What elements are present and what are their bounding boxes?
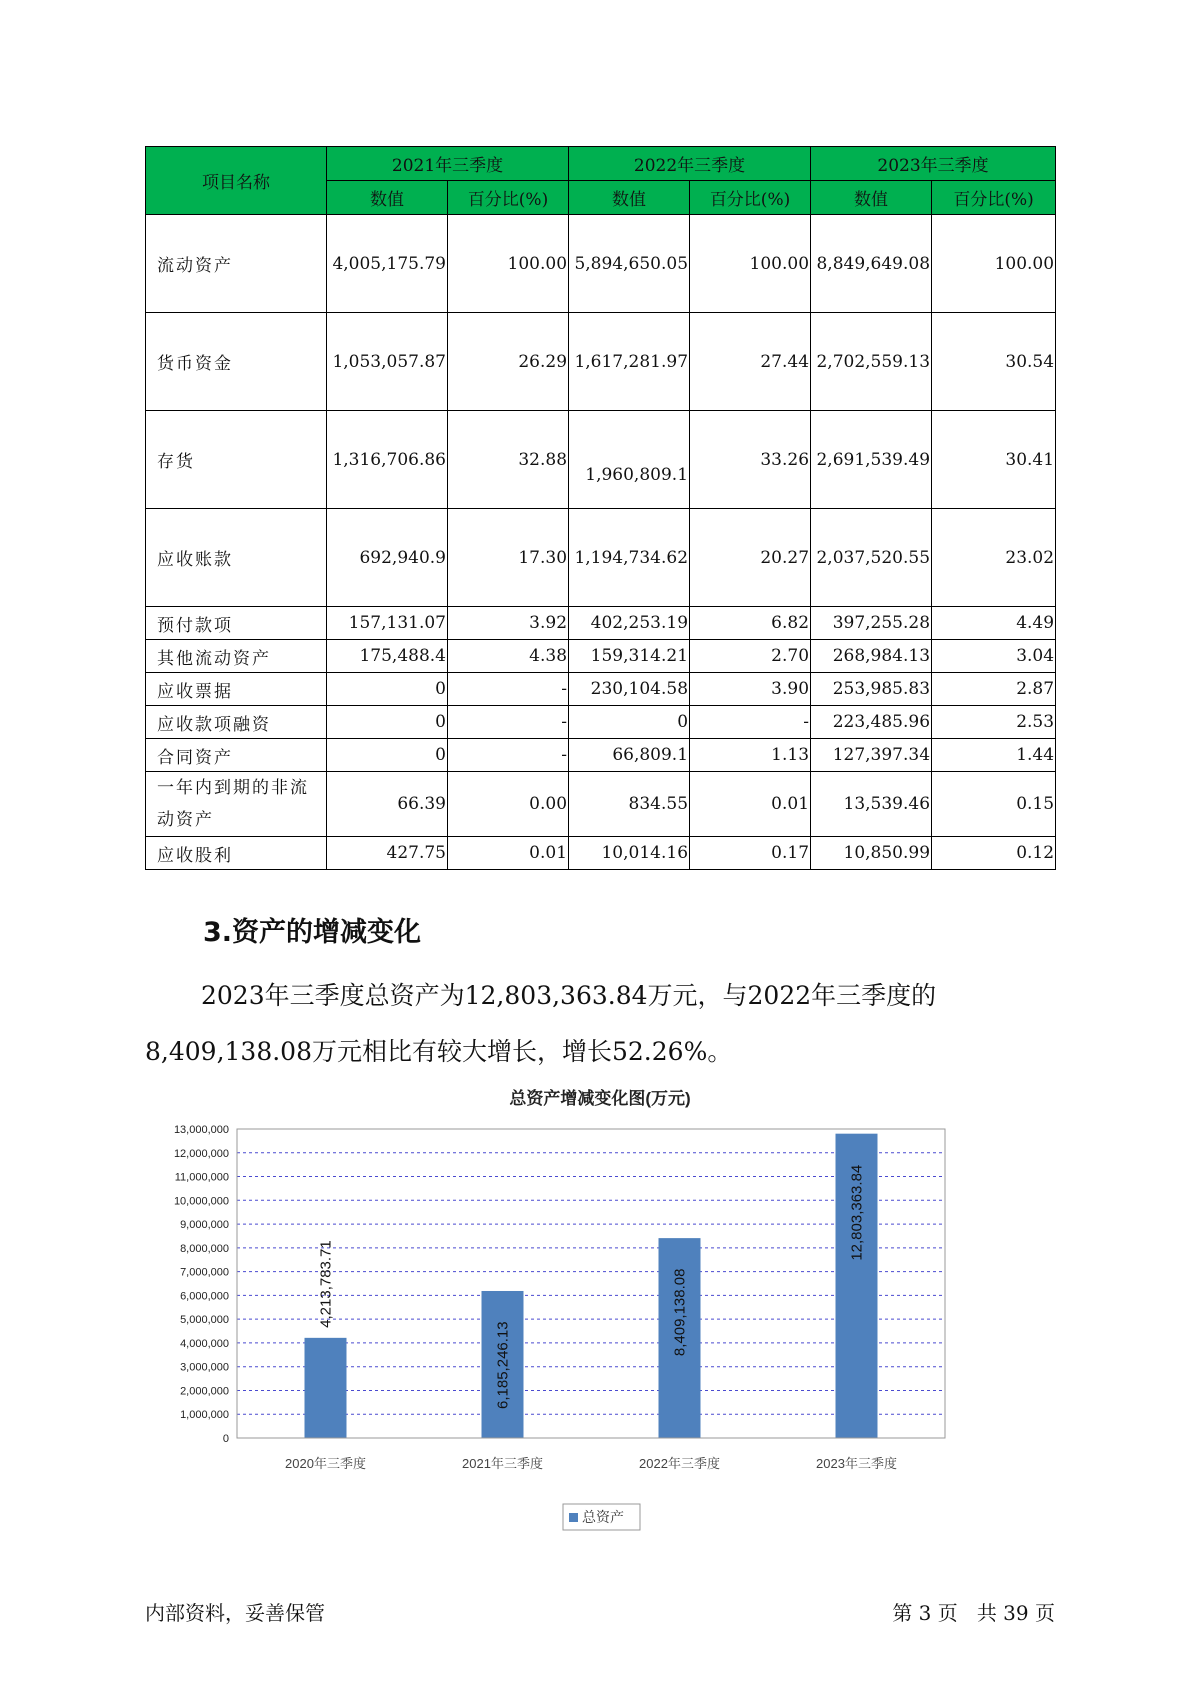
table-cell: 0.17 [690, 837, 811, 870]
table-cell: 0.15 [932, 772, 1056, 837]
table-row [146, 837, 1056, 870]
table-cell: 100.00 [448, 215, 569, 313]
table-cell: 1,194,734.62 [569, 509, 690, 607]
y-tick-label: 10,000,000 [173, 1195, 229, 1208]
bar-data-label: 12,803,363.84 [848, 1164, 866, 1261]
table-cell: - [690, 706, 811, 739]
y-tick-label: 11,000,000 [174, 1171, 229, 1184]
table-cell: 0 [327, 706, 448, 739]
table-row [146, 411, 1056, 509]
y-tick-label: 2,000,000 [180, 1385, 229, 1398]
header-item-name: 项目名称 [146, 147, 327, 215]
y-tick-label: 12,000,000 [173, 1147, 229, 1160]
header-pct: 百分比(%) [690, 181, 811, 215]
table-row [146, 313, 1056, 411]
table-cell: 5,894,650.05 [569, 215, 690, 313]
row-label: 存货 [146, 411, 327, 509]
table-cell: 3.04 [932, 640, 1056, 673]
legend-label: 总资产 [582, 1509, 624, 1525]
y-tick-label: 4,000,000 [180, 1337, 229, 1350]
table-cell: 1.44 [932, 739, 1056, 772]
header-period-2022: 2022年三季度 [569, 147, 811, 181]
table-cell: - [448, 673, 569, 706]
header-period-2021: 2021年三季度 [327, 147, 569, 181]
table-cell: 0 [327, 673, 448, 706]
table-cell: 66,809.1 [569, 739, 690, 772]
x-tick-label: 2023年三季度 [816, 1456, 897, 1471]
table-cell: 402,253.19 [569, 607, 690, 640]
row-label: 应收票据 [146, 673, 327, 706]
row-label: 货币资金 [146, 313, 327, 411]
table-cell: 26.29 [448, 313, 569, 411]
table-cell: 223,485.96 [811, 706, 932, 739]
table-row [146, 673, 1056, 706]
legend-swatch [569, 1513, 578, 1522]
table-cell: 834.55 [569, 772, 690, 837]
chart-legend [563, 1504, 640, 1530]
bar-data-label: 6,185,246.13 [494, 1321, 512, 1409]
table-cell: 66.39 [327, 772, 448, 837]
row-label: 应收股利 [146, 837, 327, 870]
table-cell: 157,131.07 [327, 607, 448, 640]
section-heading: 3.资产的增减变化 [203, 917, 422, 948]
y-tick-label: 7,000,000 [180, 1266, 229, 1279]
header-pct: 百分比(%) [932, 181, 1056, 215]
table-cell: 3.92 [448, 607, 569, 640]
table-row [146, 215, 1056, 313]
table-cell: 0.01 [690, 772, 811, 837]
table-cell: 100.00 [690, 215, 811, 313]
table-cell: 33.26 [690, 411, 811, 509]
y-axis-ticks [174, 1124, 945, 1445]
table-cell: 230,104.58 [569, 673, 690, 706]
table-cell: 159,314.21 [569, 640, 690, 673]
table-cell: 0.12 [932, 837, 1056, 870]
table-cell: 13,539.46 [811, 772, 932, 837]
y-tick-label: 1,000,000 [180, 1409, 229, 1422]
bar-data-label: 8,409,138.08 [671, 1268, 689, 1357]
table-cell: 17.30 [448, 509, 569, 607]
total-assets-chart [145, 1080, 1055, 1540]
table-cell: 253,985.83 [811, 673, 932, 706]
section-paragraph: 2023年三季度总资产为12,803,363.84万元，与2022年三季度的8,409,138.08万元相比有较大增长，增长52.26%。 [145, 981, 937, 1066]
table-cell: 3.90 [690, 673, 811, 706]
table-cell: 0.01 [448, 837, 569, 870]
table-row [146, 772, 1056, 837]
table-cell: 2,037,520.55 [811, 509, 932, 607]
table-cell: 127,397.34 [811, 739, 932, 772]
table-cell: 0 [327, 739, 448, 772]
current-assets-table [145, 146, 1056, 870]
y-tick-label: 0 [222, 1433, 229, 1445]
table-cell: 1,960,809.1 [569, 411, 690, 509]
table-cell: 27.44 [690, 313, 811, 411]
y-tick-label: 9,000,000 [180, 1219, 229, 1232]
table-cell: 268,984.13 [811, 640, 932, 673]
table-cell: 23.02 [932, 509, 1056, 607]
table-cell: 10,014.16 [569, 837, 690, 870]
bar-data-label: 4,213,783.71 [317, 1240, 335, 1328]
table-cell: 0 [569, 706, 690, 739]
x-tick-label: 2020年三季度 [285, 1456, 366, 1471]
y-tick-label: 8,000,000 [180, 1242, 229, 1255]
x-axis-ticks [285, 1456, 897, 1471]
table-cell: 8,849,649.08 [811, 215, 932, 313]
x-tick-label: 2022年三季度 [639, 1456, 720, 1471]
x-tick-label: 2021年三季度 [462, 1456, 543, 1471]
row-label: 一年内到期的非流动资产 [146, 772, 327, 837]
table-row [146, 739, 1056, 772]
row-label: 应收账款 [146, 509, 327, 607]
table-cell: - [448, 706, 569, 739]
table-row [146, 706, 1056, 739]
row-label: 预付款项 [146, 607, 327, 640]
table-cell: 4,005,175.79 [327, 215, 448, 313]
table-cell: 4.49 [932, 607, 1056, 640]
data-labels [318, 1165, 866, 1409]
row-label: 应收款项融资 [146, 706, 327, 739]
table-row [146, 509, 1056, 607]
table-cell: 0.00 [448, 772, 569, 837]
chart-bars [305, 1134, 878, 1438]
table-cell: 1.13 [690, 739, 811, 772]
table-cell: 1,316,706.86 [327, 411, 448, 509]
table-cell: 2.70 [690, 640, 811, 673]
row-label: 流动资产 [146, 215, 327, 313]
table-cell: 2.87 [932, 673, 1056, 706]
header-period-2023: 2023年三季度 [811, 147, 1056, 181]
bar [305, 1338, 347, 1438]
table-cell: 397,255.28 [811, 607, 932, 640]
table-cell: 427.75 [327, 837, 448, 870]
y-tick-label: 6,000,000 [180, 1290, 229, 1303]
table-cell: 32.88 [448, 411, 569, 509]
row-label: 合同资产 [146, 739, 327, 772]
footer-page-number: 第 3 页 共 39 页 [892, 1601, 1055, 1625]
header-value: 数值 [569, 181, 690, 215]
table-cell: 20.27 [690, 509, 811, 607]
header-value: 数值 [327, 181, 448, 215]
table-cell: 692,940.9 [327, 509, 448, 607]
y-tick-label: 13,000,000 [173, 1124, 229, 1136]
row-label: 其他流动资产 [146, 640, 327, 673]
table-cell: 30.54 [932, 313, 1056, 411]
table-cell: - [448, 739, 569, 772]
table-cell: 2,702,559.13 [811, 313, 932, 411]
table-cell: 175,488.4 [327, 640, 448, 673]
chart-title: 总资产增减变化图(万元) [509, 1089, 691, 1108]
table-cell: 1,053,057.87 [327, 313, 448, 411]
table-cell: 10,850.99 [811, 837, 932, 870]
table-cell: 1,617,281.97 [569, 313, 690, 411]
header-pct: 百分比(%) [448, 181, 569, 215]
table-cell: 2,691,539.49 [811, 411, 932, 509]
footer-left: 内部资料，妥善保管 [145, 1601, 325, 1625]
table-cell: 2.53 [932, 706, 1056, 739]
table-row [146, 607, 1056, 640]
table-cell: 4.38 [448, 640, 569, 673]
table-row [146, 640, 1056, 673]
table-cell: 30.41 [932, 411, 1056, 509]
header-value: 数值 [811, 181, 932, 215]
y-tick-label: 3,000,000 [180, 1361, 229, 1374]
table-cell: 6.82 [690, 607, 811, 640]
table-cell: 100.00 [932, 215, 1056, 313]
y-tick-label: 5,000,000 [180, 1314, 229, 1327]
